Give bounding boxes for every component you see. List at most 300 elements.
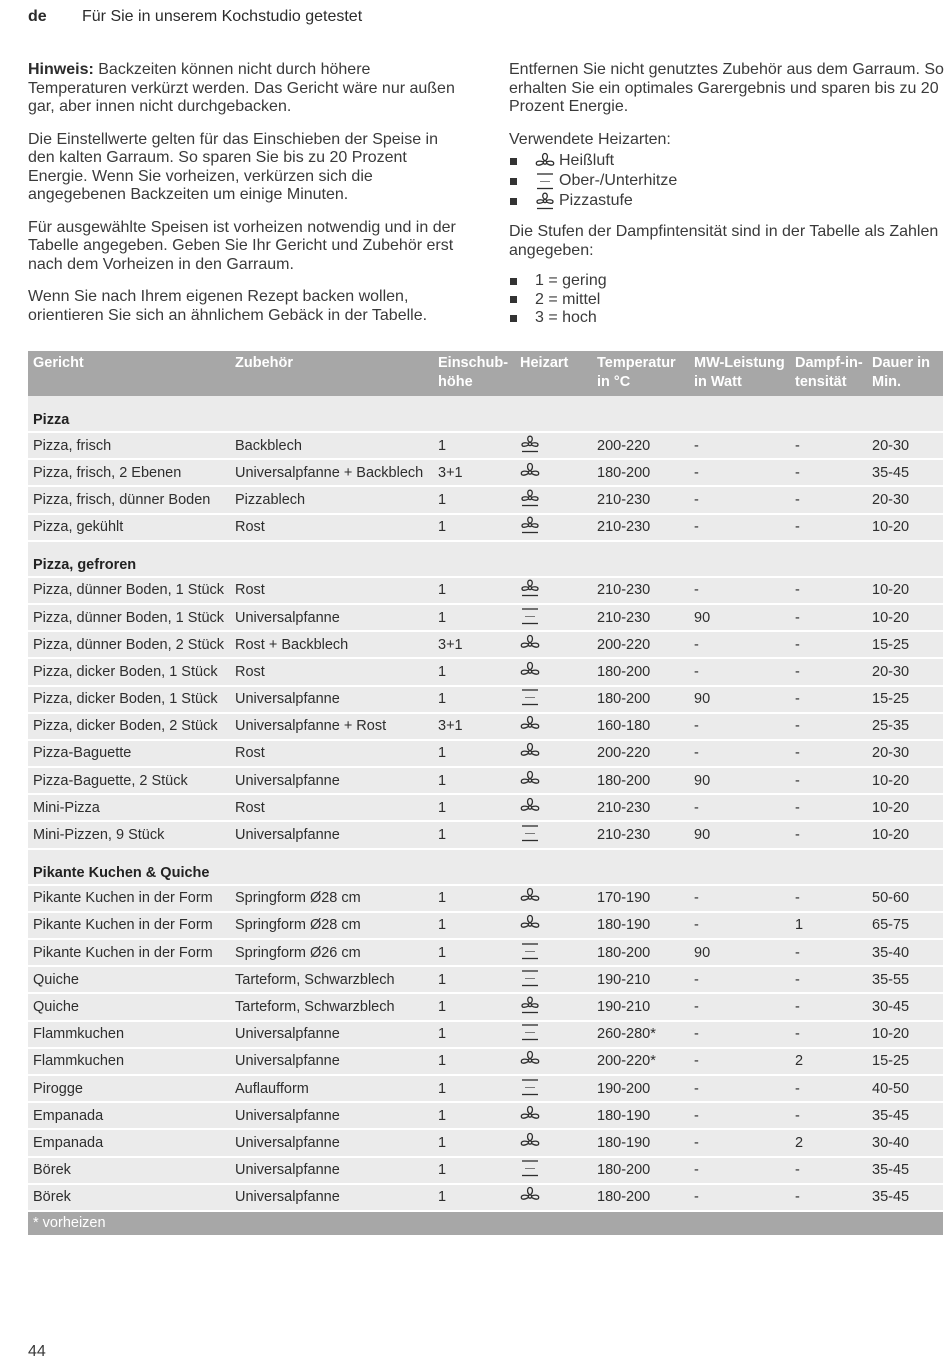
cell-accessory: Universalpfanne: [230, 1102, 433, 1129]
cell-heat: [515, 713, 592, 740]
language-code: de: [28, 8, 47, 25]
steam-level-item: [509, 272, 949, 291]
cell-dish: Pikante Kuchen in der Form: [28, 912, 230, 939]
cell-accessory: Backblech: [230, 432, 433, 459]
top-bottom-heat-icon: [520, 942, 540, 960]
cell-heat: [515, 486, 592, 513]
hot-air-icon: [520, 887, 540, 905]
cell-microwave: -: [689, 993, 790, 1020]
left-column: [28, 61, 468, 339]
cell-duration: 25-35: [867, 713, 943, 740]
cell-steam: -: [790, 432, 867, 459]
cell-dish: Quiche: [28, 993, 230, 1020]
table-row: [28, 658, 943, 685]
hot-air-icon: [535, 152, 555, 170]
cell-level: 1: [433, 1157, 515, 1184]
table-row: [28, 993, 943, 1020]
header-dish: Gericht: [28, 351, 230, 396]
cell-level: 3+1: [433, 713, 515, 740]
cell-level: 3+1: [433, 459, 515, 486]
cell-microwave: -: [689, 631, 790, 658]
hot-air-icon: [520, 797, 540, 815]
hot-air-icon: [520, 1105, 540, 1123]
pizza-setting-icon: [520, 579, 540, 597]
cell-heat: [515, 1021, 592, 1048]
hot-air-icon: [520, 914, 540, 932]
header-heat: Heizart: [515, 351, 592, 396]
cell-level: 1: [433, 604, 515, 631]
cell-heat: [515, 686, 592, 713]
cell-temperature: 180-200: [592, 459, 689, 486]
cell-dish: Empanada: [28, 1102, 230, 1129]
bullet: [510, 315, 517, 322]
cell-microwave: -: [689, 658, 790, 685]
cell-temperature: 200-220: [592, 631, 689, 658]
cell-duration: 15-25: [867, 631, 943, 658]
cell-accessory: Rost: [230, 740, 433, 767]
hot-air-icon: [520, 634, 540, 652]
cell-level: 1: [433, 740, 515, 767]
cell-temperature: 170-190: [592, 885, 689, 912]
hot-air-icon: [520, 1050, 540, 1068]
cell-microwave: -: [689, 1048, 790, 1075]
cell-steam: -: [790, 1021, 867, 1048]
bullet: [510, 158, 517, 165]
note-label: Hinweis:: [28, 61, 94, 78]
cell-microwave: -: [689, 885, 790, 912]
cell-duration: 10-20: [867, 1021, 943, 1048]
cell-heat: [515, 459, 592, 486]
cell-level: 1: [433, 577, 515, 604]
cell-heat: [515, 740, 592, 767]
table-section-row: [28, 396, 943, 432]
cell-steam: -: [790, 1157, 867, 1184]
cell-heat: [515, 514, 592, 541]
settings-paragraph: Die Einstellwerte gelten für das Einschieben der Speise in den kalten Garraum. So sparen Sie bis zu 20 Prozent Energie. Wenn Sie vorheizen, verkürzen sich die angegebenen Backzeiten um einige Minuten.: [28, 130, 439, 203]
cell-steam: -: [790, 459, 867, 486]
cell-level: 1: [433, 486, 515, 513]
table-row: [28, 713, 943, 740]
cell-heat: [515, 1184, 592, 1211]
table-row: [28, 767, 943, 794]
cell-steam: -: [790, 1102, 867, 1129]
cell-accessory: Springform Ø28 cm: [230, 885, 433, 912]
header-accessory: Zubehör: [230, 351, 433, 396]
cell-duration: 20-30: [867, 486, 943, 513]
cell-dish: Flammkuchen: [28, 1021, 230, 1048]
cell-temperature: 160-180: [592, 713, 689, 740]
cell-accessory: Rost + Backblech: [230, 631, 433, 658]
preheat-paragraph: Für ausgewählte Speisen ist vorheizen notwendig und in der Tabelle angegeben. Geben Sie Ihr Gericht und Zubehör erst nach dem Vorheizen in den Garraum.: [28, 218, 456, 273]
cell-level: 1: [433, 1102, 515, 1129]
cell-heat: [515, 912, 592, 939]
cell-heat: [515, 966, 592, 993]
cell-temperature: 180-200: [592, 1157, 689, 1184]
heat-modes-list: [509, 151, 949, 211]
cell-accessory: Universalpfanne: [230, 1048, 433, 1075]
cell-steam: -: [790, 966, 867, 993]
cell-level: 1: [433, 939, 515, 966]
cell-steam: -: [790, 821, 867, 848]
cell-microwave: -: [689, 514, 790, 541]
cell-steam: -: [790, 794, 867, 821]
table-row: [28, 604, 943, 631]
cell-dish: Pirogge: [28, 1075, 230, 1102]
cell-accessory: Universalpfanne: [230, 821, 433, 848]
table-header-row: [28, 351, 943, 396]
section-heading: Pizza: [28, 396, 943, 432]
hot-air-icon: [520, 742, 540, 760]
cell-dish: Empanada: [28, 1129, 230, 1156]
top-bottom-heat-icon: [535, 172, 555, 190]
page-number: 44: [28, 1343, 46, 1360]
steam-levels-list: [509, 272, 949, 328]
bullet: [510, 278, 517, 285]
cell-duration: 20-30: [867, 658, 943, 685]
cell-level: 1: [433, 885, 515, 912]
cell-dish: Pizza, dünner Boden, 1 Stück: [28, 577, 230, 604]
table-section-row: [28, 849, 943, 885]
heat-modes-title: Verwendete Heizarten:: [509, 130, 671, 148]
cell-steam: -: [790, 686, 867, 713]
cell-heat: [515, 658, 592, 685]
cell-microwave: -: [689, 486, 790, 513]
heat-mode-label: Ober-/Unterhitze: [559, 171, 678, 189]
cell-accessory: Universalpfanne: [230, 1157, 433, 1184]
cell-duration: 20-30: [867, 432, 943, 459]
cell-temperature: 180-190: [592, 1129, 689, 1156]
cell-heat: [515, 1129, 592, 1156]
cell-steam: -: [790, 486, 867, 513]
cell-temperature: 180-200: [592, 767, 689, 794]
table-row: [28, 966, 943, 993]
table-row: [28, 885, 943, 912]
steam-level-label: 1 = gering: [535, 272, 607, 290]
cell-microwave: 90: [689, 767, 790, 794]
cell-duration: 15-25: [867, 686, 943, 713]
cell-level: 1: [433, 767, 515, 794]
cell-dish: Pikante Kuchen in der Form: [28, 939, 230, 966]
cell-steam: -: [790, 631, 867, 658]
cell-level: 1: [433, 432, 515, 459]
cell-microwave: -: [689, 794, 790, 821]
bullet: [510, 198, 517, 205]
cell-duration: 35-45: [867, 459, 943, 486]
top-bottom-heat-icon: [520, 969, 540, 987]
header-temperature: Temperatur in °C: [592, 351, 689, 396]
cell-level: 1: [433, 1075, 515, 1102]
cell-temperature: 190-210: [592, 993, 689, 1020]
heat-mode-label: Heißluft: [559, 151, 615, 169]
hot-air-icon: [520, 661, 540, 679]
cell-accessory: Rost: [230, 577, 433, 604]
cell-temperature: 210-230: [592, 514, 689, 541]
pizza-setting-icon: [520, 516, 540, 534]
top-bottom-heat-icon: [520, 1159, 540, 1177]
cell-accessory: Universalpfanne: [230, 604, 433, 631]
cell-steam: -: [790, 1184, 867, 1211]
steam-level-label: 3 = hoch: [535, 309, 597, 327]
cell-steam: -: [790, 1075, 867, 1102]
cell-accessory: Universalpfanne + Rost: [230, 713, 433, 740]
cell-level: 1: [433, 821, 515, 848]
table-row: [28, 912, 943, 939]
pizza-setting-icon: [520, 435, 540, 453]
heat-mode-item: [509, 171, 949, 191]
cell-accessory: Springform Ø28 cm: [230, 912, 433, 939]
cell-heat: [515, 1102, 592, 1129]
hot-air-icon: [520, 1186, 540, 1204]
cell-microwave: -: [689, 1129, 790, 1156]
cell-temperature: 210-230: [592, 577, 689, 604]
table-row: [28, 1129, 943, 1156]
cell-dish: Pizza, frisch, 2 Ebenen: [28, 459, 230, 486]
cell-duration: 15-25: [867, 1048, 943, 1075]
cell-temperature: 210-230: [592, 486, 689, 513]
cell-accessory: Tarteform, Schwarzblech: [230, 966, 433, 993]
cell-steam: 1: [790, 912, 867, 939]
cell-dish: Pizza, frisch, dünner Boden: [28, 486, 230, 513]
section-title: Für Sie in unserem Kochstudio getestet: [82, 8, 363, 25]
table-row: [28, 459, 943, 486]
cell-accessory: Universalpfanne: [230, 1129, 433, 1156]
cell-steam: -: [790, 885, 867, 912]
cell-duration: 10-20: [867, 821, 943, 848]
cell-accessory: Pizzablech: [230, 486, 433, 513]
cell-accessory: Universalpfanne: [230, 1184, 433, 1211]
cell-heat: [515, 939, 592, 966]
cell-level: 1: [433, 658, 515, 685]
pizza-setting-icon: [520, 996, 540, 1014]
cell-microwave: -: [689, 740, 790, 767]
header-level: Einschub-höhe: [433, 351, 515, 396]
cell-level: 1: [433, 1184, 515, 1211]
cell-microwave: -: [689, 1157, 790, 1184]
heat-mode-item: [509, 191, 949, 211]
cell-steam: -: [790, 939, 867, 966]
table-row: [28, 939, 943, 966]
cell-level: 1: [433, 966, 515, 993]
cell-microwave: -: [689, 432, 790, 459]
cell-level: 1: [433, 993, 515, 1020]
steam-level-item: [509, 291, 949, 310]
table-row: [28, 631, 943, 658]
cell-dish: Pizza, dünner Boden, 1 Stück: [28, 604, 230, 631]
table-section-row: [28, 541, 943, 577]
cell-level: 3+1: [433, 631, 515, 658]
cell-steam: 2: [790, 1048, 867, 1075]
cell-level: 1: [433, 1129, 515, 1156]
cell-level: 1: [433, 1021, 515, 1048]
table-row: [28, 794, 943, 821]
table-row: [28, 1157, 943, 1184]
cell-accessory: Tarteform, Schwarzblech: [230, 993, 433, 1020]
cell-steam: -: [790, 604, 867, 631]
cell-heat: [515, 604, 592, 631]
cell-steam: -: [790, 658, 867, 685]
cell-duration: 10-20: [867, 767, 943, 794]
cell-level: 1: [433, 514, 515, 541]
cell-temperature: 180-200: [592, 686, 689, 713]
cell-duration: 35-45: [867, 1157, 943, 1184]
section-heading: Pikante Kuchen & Quiche: [28, 849, 943, 885]
cell-duration: 35-45: [867, 1184, 943, 1211]
cell-dish: Pizza, gekühlt: [28, 514, 230, 541]
cell-level: 1: [433, 1048, 515, 1075]
header-duration: Dauer in Min.: [867, 351, 943, 396]
table-row: [28, 486, 943, 513]
table-row: [28, 514, 943, 541]
cell-duration: 20-30: [867, 740, 943, 767]
cell-dish: Pizza, dicker Boden, 1 Stück: [28, 686, 230, 713]
header-steam: Dampf-in-tensität: [790, 351, 867, 396]
cell-microwave: -: [689, 1021, 790, 1048]
cell-temperature: 180-190: [592, 912, 689, 939]
heat-mode-label: Pizzastufe: [559, 191, 633, 209]
table-row: [28, 740, 943, 767]
cell-heat: [515, 631, 592, 658]
section-heading: Pizza, gefroren: [28, 541, 943, 577]
cell-heat: [515, 767, 592, 794]
cell-accessory: Universalpfanne + Backblech: [230, 459, 433, 486]
top-bottom-heat-icon: [520, 1078, 540, 1096]
cell-accessory: Universalpfanne: [230, 686, 433, 713]
cell-steam: -: [790, 577, 867, 604]
cell-temperature: 210-230: [592, 821, 689, 848]
cell-microwave: -: [689, 577, 790, 604]
cell-steam: -: [790, 767, 867, 794]
cell-heat: [515, 821, 592, 848]
cell-accessory: Springform Ø26 cm: [230, 939, 433, 966]
steam-level-label: 2 = mittel: [535, 290, 601, 308]
top-bottom-heat-icon: [520, 1023, 540, 1041]
cell-temperature: 180-200: [592, 939, 689, 966]
page-header: [28, 8, 362, 26]
table-row: [28, 1075, 943, 1102]
bullet: [510, 296, 517, 303]
cell-heat: [515, 432, 592, 459]
cell-temperature: 210-230: [592, 604, 689, 631]
cell-temperature: 210-230: [592, 794, 689, 821]
steam-levels-title: Die Stufen der Dampfintensität sind in der Tabelle als Zahlen angegeben:: [509, 223, 939, 259]
own-recipe-paragraph: Wenn Sie nach Ihrem eigenen Rezept backen wollen, orientieren Sie sich an ähnlichem Gebäck in der Tabelle.: [28, 288, 428, 324]
cell-steam: -: [790, 740, 867, 767]
steam-level-item: [509, 309, 949, 328]
header-microwave: MW-Leistung in Watt: [689, 351, 790, 396]
cell-microwave: -: [689, 1102, 790, 1129]
hot-air-icon: [520, 770, 540, 788]
cell-temperature: 190-200: [592, 1075, 689, 1102]
table-row: [28, 432, 943, 459]
cell-duration: 10-20: [867, 514, 943, 541]
cell-accessory: Universalpfanne: [230, 1021, 433, 1048]
table-row: [28, 1102, 943, 1129]
cell-temperature: 200-220: [592, 432, 689, 459]
cell-microwave: -: [689, 1184, 790, 1211]
note-paragraph: [28, 61, 468, 117]
cell-microwave: -: [689, 912, 790, 939]
cell-accessory: Auflaufform: [230, 1075, 433, 1102]
table-row: [28, 1021, 943, 1048]
cell-steam: 2: [790, 1129, 867, 1156]
bullet: [510, 178, 517, 185]
cell-dish: Pizza, dicker Boden, 1 Stück: [28, 658, 230, 685]
cell-heat: [515, 885, 592, 912]
cell-microwave: -: [689, 966, 790, 993]
cell-heat: [515, 577, 592, 604]
cell-dish: Börek: [28, 1157, 230, 1184]
hot-air-icon: [520, 1132, 540, 1150]
cell-duration: 10-20: [867, 604, 943, 631]
cell-duration: 35-55: [867, 966, 943, 993]
cell-temperature: 200-220*: [592, 1048, 689, 1075]
table-row: [28, 821, 943, 848]
cell-heat: [515, 794, 592, 821]
cell-microwave: -: [689, 1075, 790, 1102]
cell-steam: -: [790, 514, 867, 541]
cell-dish: Mini-Pizza: [28, 794, 230, 821]
cell-microwave: 90: [689, 604, 790, 631]
cell-temperature: 180-190: [592, 1102, 689, 1129]
table-footnote-row: [28, 1211, 943, 1235]
cell-dish: Pizza, dünner Boden, 2 Stück: [28, 631, 230, 658]
cooking-table: [28, 351, 943, 1235]
cell-dish: Pizza-Baguette: [28, 740, 230, 767]
cell-duration: 50-60: [867, 885, 943, 912]
cell-heat: [515, 993, 592, 1020]
cell-temperature: 200-220: [592, 740, 689, 767]
top-bottom-heat-icon: [520, 688, 540, 706]
cell-duration: 40-50: [867, 1075, 943, 1102]
cell-temperature: 180-200: [592, 658, 689, 685]
cell-duration: 10-20: [867, 577, 943, 604]
cell-dish: Pikante Kuchen in der Form: [28, 885, 230, 912]
cell-heat: [515, 1157, 592, 1184]
accessory-paragraph: Entfernen Sie nicht genutztes Zubehör aus dem Garraum. So erhalten Sie ein optimales Garergebnis und sparen bis zu 20 Prozent Energie.: [509, 61, 944, 115]
pizza-setting-icon: [520, 489, 540, 507]
cell-dish: Flammkuchen: [28, 1048, 230, 1075]
cell-duration: 10-20: [867, 794, 943, 821]
cell-dish: Mini-Pizzen, 9 Stück: [28, 821, 230, 848]
cell-steam: -: [790, 713, 867, 740]
cell-duration: 35-45: [867, 1102, 943, 1129]
table-row: [28, 1048, 943, 1075]
cell-dish: Pizza-Baguette, 2 Stück: [28, 767, 230, 794]
cell-microwave: -: [689, 459, 790, 486]
cell-dish: Börek: [28, 1184, 230, 1211]
cell-duration: 65-75: [867, 912, 943, 939]
footnote: * vorheizen: [28, 1211, 943, 1235]
hot-air-icon: [520, 462, 540, 480]
table-row: [28, 1184, 943, 1211]
cell-steam: -: [790, 993, 867, 1020]
cell-temperature: 180-200: [592, 1184, 689, 1211]
cell-accessory: Rost: [230, 794, 433, 821]
top-bottom-heat-icon: [520, 824, 540, 842]
cell-level: 1: [433, 912, 515, 939]
cell-dish: Quiche: [28, 966, 230, 993]
cell-dish: Pizza, frisch: [28, 432, 230, 459]
cell-accessory: Universalpfanne: [230, 767, 433, 794]
note-text: Backzeiten können nicht durch höhere Temperaturen verkürzt werden. Das Gericht wäre nur außen gar, aber innen nicht durchgebacken.: [28, 61, 455, 115]
cell-microwave: 90: [689, 821, 790, 848]
cell-microwave: 90: [689, 686, 790, 713]
pizza-setting-icon: [535, 192, 555, 210]
cell-level: 1: [433, 794, 515, 821]
cell-duration: 35-40: [867, 939, 943, 966]
cell-duration: 30-45: [867, 993, 943, 1020]
top-bottom-heat-icon: [520, 607, 540, 625]
